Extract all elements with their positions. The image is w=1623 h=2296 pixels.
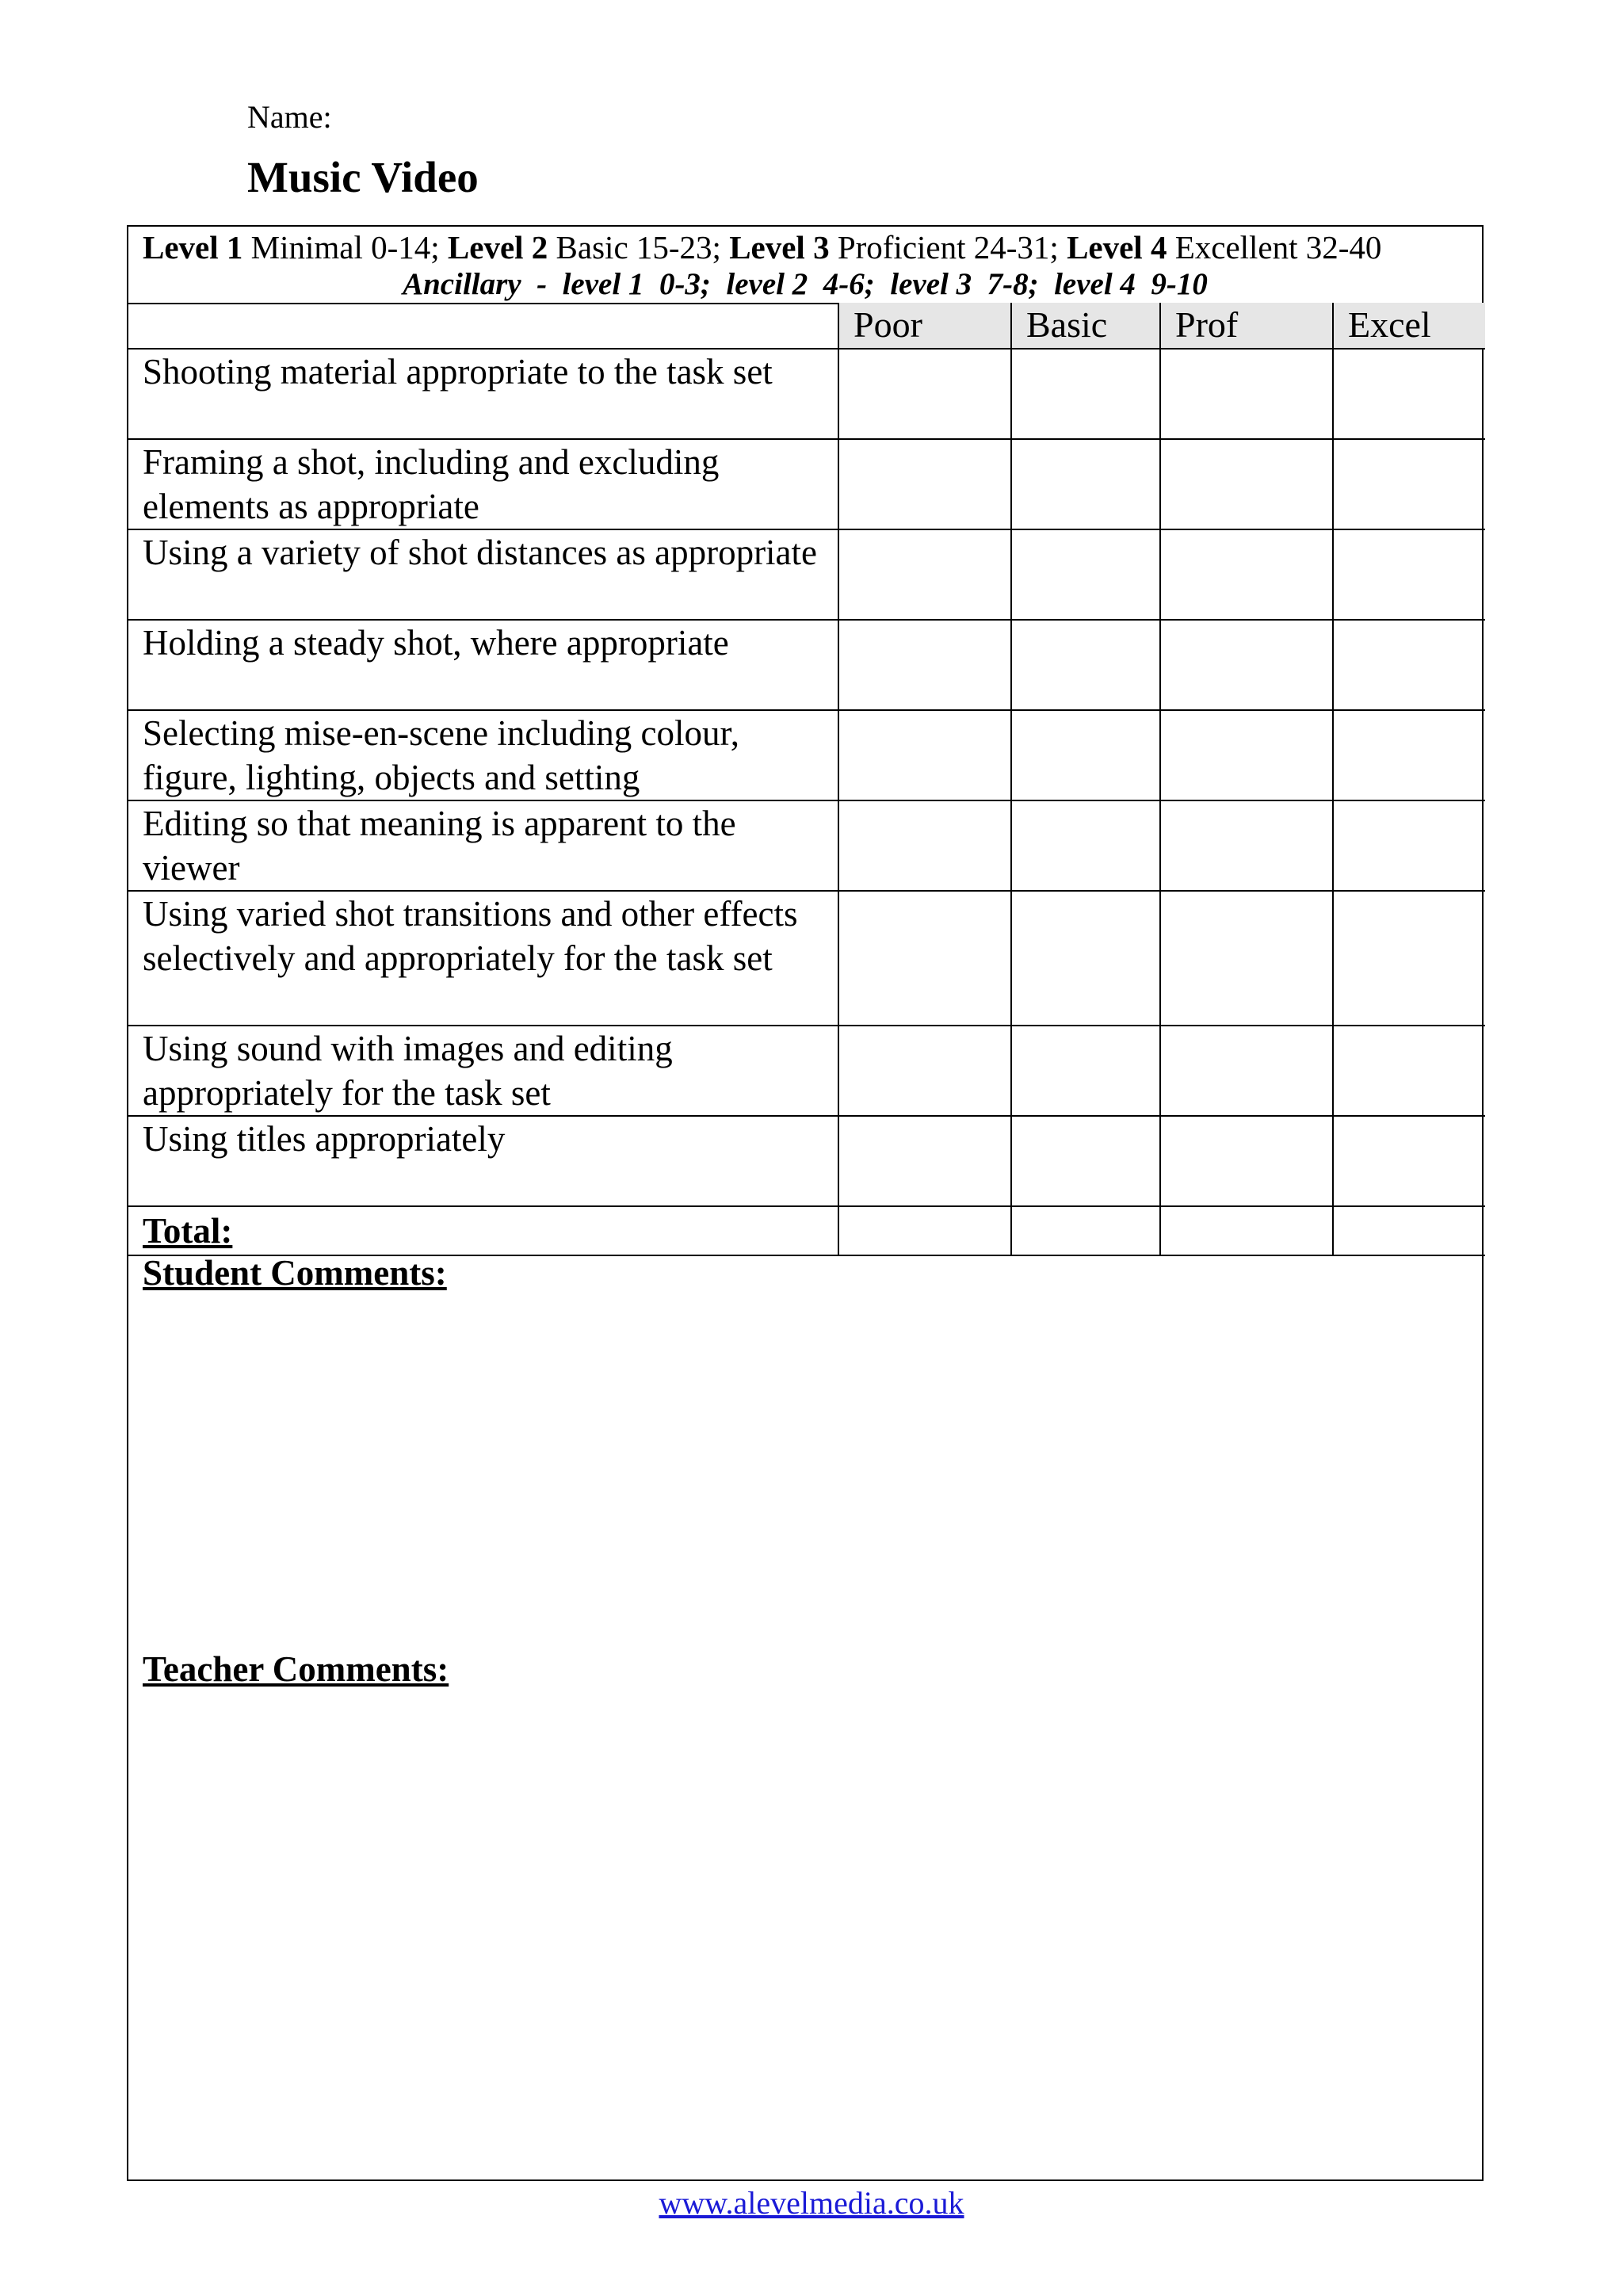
level-3-name: Level 3 [729, 229, 830, 266]
level-4-name: Level 4 [1067, 229, 1167, 266]
criterion-row [128, 891, 1485, 1026]
criterion-row [128, 529, 1485, 620]
criterion-row [128, 710, 1485, 800]
criterion-label: Framing a shot, including and excluding elements as appropriate [128, 439, 838, 529]
grade-cell-basic[interactable] [1011, 349, 1160, 439]
criterion-label: Using sound with images and editing appropriately for the task set [128, 1026, 838, 1116]
criterion-label: Shooting material appropriate to the task set [128, 349, 838, 439]
footer-website-link[interactable]: www.alevelmedia.co.uk [659, 2185, 964, 2221]
grade-cell-prof[interactable] [1160, 891, 1333, 1026]
student-comments-label: Student Comments: [143, 1253, 447, 1293]
grade-cell-prof[interactable] [1160, 529, 1333, 620]
level-1-name: Level 1 [143, 229, 243, 266]
grade-cell-excel[interactable] [1333, 1026, 1485, 1116]
grade-cell-basic[interactable] [1011, 620, 1160, 710]
criterion-label: Selecting mise-en-scene including colour, figure, lighting, objects and setting [128, 710, 838, 800]
column-header-excel: Excel [1333, 303, 1485, 349]
grade-cell-excel[interactable] [1333, 710, 1485, 800]
levels-header [128, 227, 1482, 304]
total-cell-poor[interactable] [838, 1206, 1011, 1255]
criterion-row [128, 1116, 1485, 1206]
grade-header-row [128, 303, 1485, 349]
grade-cell-excel[interactable] [1333, 891, 1485, 1026]
rubric-table [127, 225, 1484, 2181]
name-label: Name: [247, 99, 332, 135]
grade-cell-excel[interactable] [1333, 349, 1485, 439]
grade-cell-prof[interactable] [1160, 349, 1333, 439]
grade-cell-prof[interactable] [1160, 1026, 1333, 1116]
grade-cell-basic[interactable] [1011, 891, 1160, 1026]
total-cell-excel[interactable] [1333, 1206, 1485, 1255]
grade-cell-excel[interactable] [1333, 800, 1485, 891]
criterion-label: Using a variety of shot distances as appropriate [128, 529, 838, 620]
criterion-row [128, 349, 1485, 439]
grade-cell-poor[interactable] [838, 1026, 1011, 1116]
criterion-row [128, 800, 1485, 891]
grade-cell-basic[interactable] [1011, 710, 1160, 800]
levels-summary [143, 228, 1381, 266]
grade-cell-prof[interactable] [1160, 800, 1333, 891]
teacher-comments-label: Teacher Comments: [143, 1649, 449, 1689]
grade-cell-poor[interactable] [838, 529, 1011, 620]
grade-cell-basic[interactable] [1011, 529, 1160, 620]
grade-cell-poor[interactable] [838, 1116, 1011, 1206]
ancillary-levels: Ancillary - level 1 0-3; level 2 4-6; level 3 7-8; level 4 9-10 [403, 267, 1208, 301]
level-3-range: Proficient 24-31; [829, 229, 1067, 266]
grade-cell-prof[interactable] [1160, 439, 1333, 529]
grade-cell-prof[interactable] [1160, 710, 1333, 800]
grade-cell-poor[interactable] [838, 891, 1011, 1026]
grade-cell-poor[interactable] [838, 710, 1011, 800]
grade-cell-prof[interactable] [1160, 620, 1333, 710]
level-4-range: Excellent 32-40 [1167, 229, 1382, 266]
grade-cell-basic[interactable] [1011, 439, 1160, 529]
grade-cell-poor[interactable] [838, 800, 1011, 891]
column-header-poor: Poor [838, 303, 1011, 349]
criterion-label: Using varied shot transitions and other effects selectively and appropriately for the task set [128, 891, 838, 1026]
grade-cell-poor[interactable] [838, 620, 1011, 710]
grade-cell-poor[interactable] [838, 439, 1011, 529]
grade-cell-basic[interactable] [1011, 1026, 1160, 1116]
grade-cell-excel[interactable] [1333, 529, 1485, 620]
criterion-row [128, 439, 1485, 529]
comments-area[interactable] [128, 1251, 1482, 2183]
grade-cell-prof[interactable] [1160, 1116, 1333, 1206]
grade-cell-excel[interactable] [1333, 439, 1485, 529]
criteria-grid [128, 303, 1485, 1256]
total-cell-basic[interactable] [1011, 1206, 1160, 1255]
column-header-prof: Prof [1160, 303, 1333, 349]
criterion-label: Using titles appropriately [128, 1116, 838, 1206]
header-blank-cell [128, 303, 838, 349]
level-1-range: Minimal 0-14; [242, 229, 448, 266]
total-row [128, 1206, 1485, 1255]
criterion-label: Editing so that meaning is apparent to the viewer [128, 800, 838, 891]
level-2-range: Basic 15-23; [548, 229, 730, 266]
grade-cell-excel[interactable] [1333, 1116, 1485, 1206]
total-label: Total: [128, 1206, 838, 1255]
grade-cell-basic[interactable] [1011, 800, 1160, 891]
page-title: Music Video [247, 153, 479, 201]
column-header-basic: Basic [1011, 303, 1160, 349]
criterion-label: Holding a steady shot, where appropriate [128, 620, 838, 710]
level-2-name: Level 2 [447, 229, 548, 266]
grade-cell-poor[interactable] [838, 349, 1011, 439]
grade-cell-excel[interactable] [1333, 620, 1485, 710]
total-cell-prof[interactable] [1160, 1206, 1333, 1255]
criterion-row [128, 1026, 1485, 1116]
grade-cell-basic[interactable] [1011, 1116, 1160, 1206]
criterion-row [128, 620, 1485, 710]
